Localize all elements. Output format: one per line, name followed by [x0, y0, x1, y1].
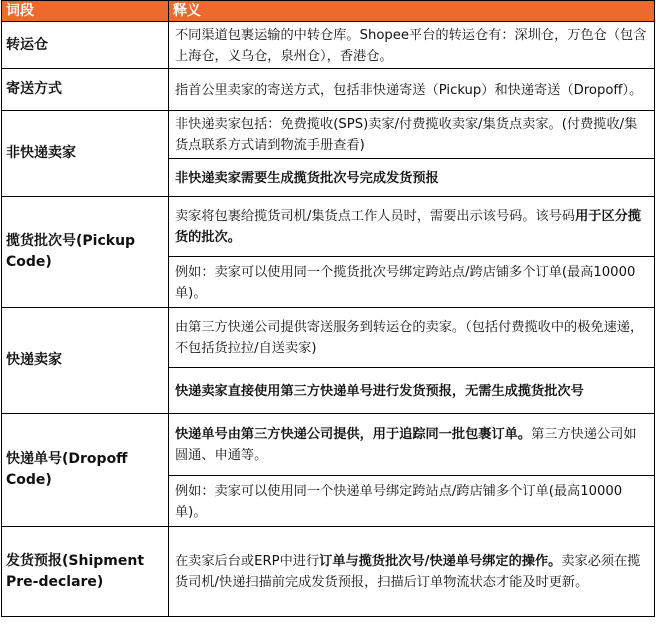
definition-text [175, 317, 648, 359]
term-cell [2, 527, 169, 616]
definition-paragraph [169, 69, 654, 110]
definition-text [175, 206, 648, 248]
table-header [1, 0, 655, 22]
definition-text [175, 114, 648, 156]
definition-paragraph [169, 367, 654, 413]
table-row [1, 22, 655, 69]
definition-plain-text: 在卖家后台或ERP中进行 [175, 554, 320, 569]
term-cell [2, 22, 169, 68]
definition-cell [169, 197, 654, 307]
definition-text [175, 80, 642, 101]
definition-text [175, 25, 648, 67]
definition-paragraph [169, 256, 654, 307]
term-cell [2, 111, 169, 196]
definition-plain-text: 卖家将包裹给揽货司机/集货点工作人员时，需要出示该号码。该号码 [175, 209, 576, 224]
table-row [1, 111, 655, 197]
term-cell [2, 308, 169, 413]
definition-text [175, 424, 648, 466]
header-term-label: 词段 [6, 3, 34, 19]
definition-plain-text: 第三方快递公司如圆通、申通等。 [175, 427, 637, 463]
definition-cell [169, 22, 654, 68]
term-label: 转运仓 [6, 36, 48, 53]
definition-bold-text: 快递卖家直接使用第三方快递单号进行发货预报，无需生成揽货批次号 [175, 383, 584, 399]
definition-plain-text: 例如：卖家可以使用同一个快递单号绑定跨站点/跨店铺多个订单(最高10000单)。 [175, 483, 623, 520]
definition-plain-text: 由第三方快递公司提供寄送服务到转运仓的卖家。（包括付费揽收中的极免速递，不包括货拉拉/自送卖家) [175, 320, 644, 357]
definition-plain-text: 卖家必须在揽货司机/快递扫描前完成发货预报，扫描后订单物流状态才能及时更新。 [175, 554, 641, 590]
definition-bold-text: 非快递卖家需要生成揽货批次号完成发货预报 [175, 170, 439, 186]
table-row [1, 308, 655, 414]
definition-paragraph [169, 111, 654, 158]
header-cell-term [2, 1, 169, 21]
definition-cell [169, 111, 654, 196]
table-body [1, 22, 655, 617]
definition-bold-text: 订单与揽货批次号/快递单号绑定的操作。 [319, 554, 562, 569]
definition-text [175, 168, 439, 189]
definition-text [175, 262, 648, 304]
definition-paragraph [169, 158, 654, 196]
definition-paragraph [169, 475, 654, 526]
term-cell [2, 197, 169, 307]
definition-bold-text: 快递单号由第三方快递公司提供，用于追踪同一批包裹订单。 [175, 427, 532, 442]
definition-text [175, 381, 584, 402]
term-label: 快递单号(Dropoff Code) [6, 451, 128, 488]
table-row [1, 197, 655, 308]
table-row [1, 414, 655, 527]
definition-bold-text: 用于区分揽货的批次。 [175, 209, 642, 245]
table-row [1, 527, 655, 617]
header-cell-definition [169, 1, 654, 21]
definition-paragraph [169, 197, 654, 256]
definition-paragraph [169, 308, 654, 367]
term-label: 寄送方式 [6, 81, 62, 97]
definition-paragraph [169, 22, 654, 69]
definition-cell [169, 69, 654, 110]
term-cell [2, 69, 169, 110]
term-label: 揽货批次号(Pickup Code) [6, 233, 136, 270]
definition-cell [169, 414, 654, 526]
term-label: 非快递卖家 [6, 145, 76, 161]
term-label: 发货预报(Shipment Pre-declare) [6, 552, 145, 590]
definition-plain-text: 非快递卖家包括：免费揽收(SPS)卖家/付费揽收卖家/集货点卖家。(付费揽收/集货点联系方式请到物流手册查看) [175, 117, 638, 153]
definition-paragraph [169, 527, 654, 616]
definition-cell [169, 527, 654, 616]
definition-cell [169, 308, 654, 413]
definition-plain-text: 不同渠道包裹运输的中转仓库。Shopee平台的转运仓有：深圳仓，万色仓（包含上海仓，义乌仓，泉州仓），香港仓。 [175, 28, 647, 64]
term-cell [2, 414, 169, 526]
definition-plain-text: 指首公里卖家的寄送方式，包括非快递寄送（Pickup）和快递寄送（Dropoff）。 [175, 82, 643, 98]
definition-text [175, 551, 648, 593]
glossary-table [1, 0, 655, 617]
definition-text [175, 481, 648, 523]
definition-plain-text: 例如：卖家可以使用同一个揽货批次号绑定跨站点/跨店铺多个订单(最高10000单)。 [175, 264, 636, 301]
definition-paragraph [169, 414, 654, 475]
table-row [1, 69, 655, 111]
header-definition-label: 释义 [173, 3, 201, 19]
term-label: 快递卖家 [6, 352, 62, 368]
